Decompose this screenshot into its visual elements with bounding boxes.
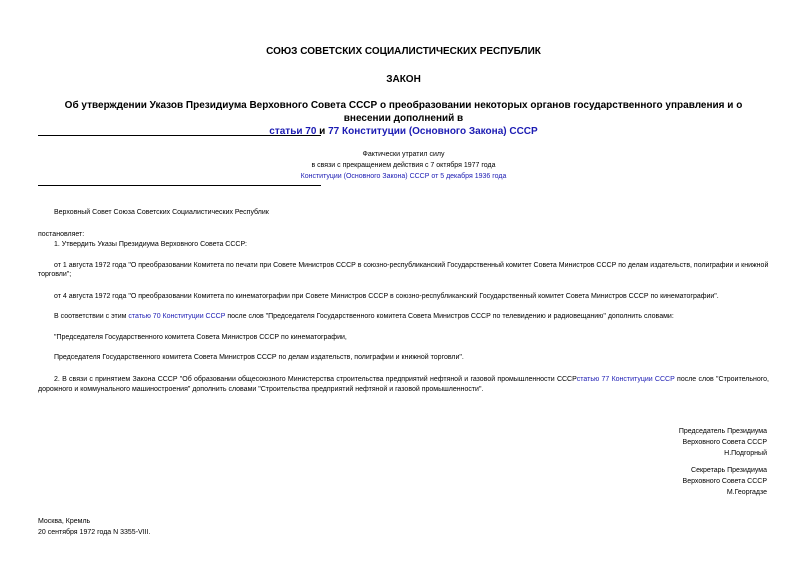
quote-1: "Председателя Государственного комитета Совета Министров СССР по кинематографии, <box>54 334 347 341</box>
title-conjunction: и <box>316 126 329 137</box>
quote-2: Председателя Государственного комитета Совета Министров СССР по делам издательств, полиграфии и книжной торговли". <box>54 354 464 361</box>
status-note <box>200 149 607 182</box>
item-2-post: после слов "Строительного, дорожного и коммунального машиностроения" дополнить словами "Строительства предприятий нефтяной и газовой промышленности". <box>38 376 769 393</box>
status-note-line2: в связи с прекращением действия с 7 октября 1977 года <box>311 162 496 169</box>
secretary-name: М.Георгадзе <box>726 489 767 496</box>
paragraph-article-70-post: после слов "Председателя Государственного комитета Совета Министров СССР по телевидению и радиовещанию" дополнить словами: <box>225 313 674 320</box>
title-link-article-77[interactable]: 77 Конституции (Основного Закона) СССР <box>328 126 538 137</box>
chair-title-2: Верховного Совета СССР <box>682 439 767 446</box>
secretary-title-2: Верховного Совета СССР <box>682 478 767 485</box>
item-1: 1. Утвердить Указы Президиума Верховного Совета СССР: <box>54 241 247 248</box>
union-heading: СОЮЗ СОВЕТСКИХ СОЦИАЛИСТИЧЕСКИХ РЕСПУБЛИК <box>266 46 541 57</box>
divider-top <box>38 135 321 136</box>
article-77-link[interactable]: статью 77 Конституции СССР <box>576 376 675 383</box>
chair-name: Н.Подгорный <box>724 450 767 457</box>
footer <box>38 516 150 538</box>
chair-title-1: Председатель Президиума <box>678 428 767 435</box>
item-2-pre: 2. В связи с принятием Закона СССР "Об образовании общесоюзного Министерства строительства предприятий нефтяной и газовой промышленности СССР <box>54 376 577 383</box>
title-link-article-70[interactable]: статьи 70 <box>269 126 317 137</box>
footer-place: Москва, Кремль <box>38 518 91 525</box>
status-note-line1: Фактически утратил силу <box>362 151 445 158</box>
paragraph-article-70-pre: В соответствии с этим <box>54 313 129 320</box>
divider-bottom <box>38 185 321 186</box>
secretary-signature <box>683 465 767 498</box>
article-70-link[interactable]: статью 70 Конституции СССР <box>128 313 226 320</box>
title-text: Об утверждении Указов Президиума Верховного Совета СССР о преобразовании некоторых органов государственного управления и о внесении дополнений в <box>64 100 743 124</box>
paragraph-article-70 <box>38 312 769 321</box>
secretary-title-1: Секретарь Президиума <box>691 467 767 474</box>
chair-signature <box>679 426 767 459</box>
intro-text: Верховный Совет Союза Советских Социалистических Республик <box>54 209 269 216</box>
status-note-constitution-link[interactable]: Конституции (Основного Закона) СССР от 5 декабря 1936 года <box>300 173 507 180</box>
decree-1: от 1 августа 1972 года "О преобразовании Комитета по печати при Совете Министров СССР в союзно-республиканский Государственный комитет Совета Министров СССР по делам издательств, полиграфии и книжной торговли"; <box>38 262 769 278</box>
document-title <box>40 99 767 138</box>
footer-date-number: 20 сентября 1972 года N 3355-VIII. <box>38 529 151 536</box>
item-2 <box>38 375 769 395</box>
document-type: ЗАКОН <box>386 74 421 85</box>
resolves-text: постановляет: <box>38 231 85 238</box>
decree-2: от 4 августа 1972 года "О преобразовании Комитета по кинематографии при Совете Министров СССР в союзно-республиканский Государственный комитет Совета Министров СССР по кинематографии". <box>54 293 719 300</box>
